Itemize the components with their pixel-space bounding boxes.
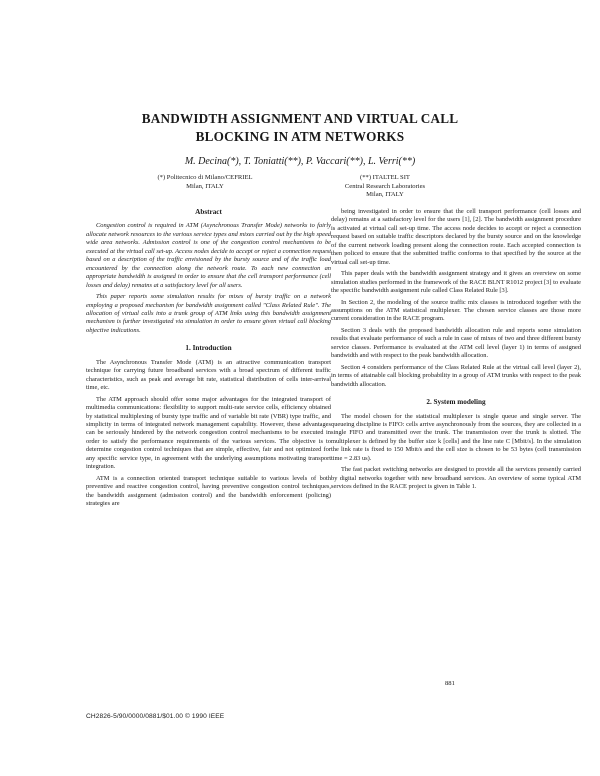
- title-line-2: BLOCKING IN ATM NETWORKS: [195, 129, 405, 144]
- system-paragraph-2: The fast packet switching networks are designed to provide all the services presently carried by digital networks together with new broadband services. An overview of some typical ATM services defined in the RACE project is given in Table 1.: [331, 466, 581, 491]
- affiliation-right: [300, 174, 470, 200]
- right-paragraph-3: In Section 2, the modeling of the source traffic mix classes is introduced together with the assumptions on the ATM statistical multiplexer. The chosen service classes are those more current consideration in the RACE program.: [331, 298, 581, 323]
- system-modeling-heading: 2. System modeling: [426, 398, 486, 407]
- page-number: 881: [445, 680, 455, 687]
- introduction-heading: 1. Introduction: [185, 344, 232, 353]
- paper-title: [60, 110, 540, 146]
- abstract-body: [86, 222, 331, 335]
- ieee-copyright-code: CH2826-5/90/0000/0881/$01.00 © 1990 IEEE: [86, 713, 225, 720]
- affiliation-right-city: Milan, ITALY: [366, 191, 404, 199]
- affiliation-left-city: Milan, ITALY: [186, 182, 224, 190]
- abstract-paragraph-2: This paper reports some simulation results for mixes of bursty traffic on a network employing a proposed mechanism for bandwidth assignment called "Class Related Rule". The allocation of virtual calls into a trunk group of ATM links using this bandwidth assignment mechanism is further investigated via simulation in order to ensure given virtual call blocking objective indications.: [86, 293, 331, 334]
- introduction-paragraph-2: The ATM approach should offer some major advantages for the integrated transport of multimedia communications: flexibility to support multi-rate service cells, efficiency obtained by statistical multiplexing of bursty type traffic and of variable bit rate (VBR) type traffic, and simplicity in terms of integrated network management capability. However, these advantages can be seriously hindered by the network congestion control mechanisms to be executed in order to satisfy the performance requirements of the various services. The objective is to determine congestion control techniques that are simple, effective, fair and not optimized for any specific service type, in agreement with the underlying assumptions motivating transport integration.: [86, 395, 331, 471]
- right-paragraph-1: being investigated in order to ensure that the cell transport performance (cell losses and delay) remains at a satisfactory level for the users [1], [2]. The bandwidth assignment procedure is activated at virtual call set-up time. The access node decides to accept or reject a connection request based on suitable traffic descriptors declared by the bursty source and on the knowledge of the current network loading present along the connection route. Each accepted connection is then policed to ensure that the submitted traffic conforms to that specified by the source at the virtual call set-up time.: [331, 208, 581, 266]
- right-paragraph-5: Section 4 considers performance of the Class Related Rule at the virtual call level (layer 2), in terms of attainable call blocking probability in a group of ATM trunks with respect to the peak bandwidth allocation.: [331, 363, 581, 388]
- introduction-paragraph-1: The Asynchronous Transfer Mode (ATM) is an attractive communication transport technique for carrying future broadband services with a broad spectrum of different traffic characteristics, such as peak and average bit rate, statistical distribution of cells inter-arrival time, etc.: [86, 358, 331, 392]
- right-paragraph-4: Section 3 deals with the proposed bandwidth allocation rule and reports some simulation results that evaluate performance of such a rule in case of mixes of two and three different bursty service classes. Performance is evaluated at the ATM cell level (layer 1) in terms of assigned bandwidth and with respect to the peak bandwidth allocation.: [331, 326, 581, 360]
- affiliation-left-institution: (*) Politecnico di Milano/CEFRIEL: [157, 174, 253, 181]
- abstract-paragraph-1: Congestion control is required in ATM (Asynchronous Transfer Mode) networks to fairly allocate network resources to the various service types and mixes carried out by the high speed wide area networks. Admission control is one of the congestion control mechanisms to be executed at the virtual call set-up. Access nodes decide to accept or reject a connection request based on a description of the traffic envisioned by the bursty source and of the traffic load encountered by the connection along the network route. To each new connection an appropriate bandwidth is assigned in order to ensure that the cell transport performance (cell losses and delay) remains at a satisfactory level for all users.: [86, 222, 331, 289]
- affiliation-right-lab: Central Research Laboratories: [344, 182, 426, 190]
- left-column: [86, 208, 331, 512]
- title-line-1: BANDWIDTH ASSIGNMENT AND VIRTUAL CALL: [141, 111, 459, 126]
- introduction-paragraph-3: ATM is a connection oriented transport technique suitable to various levels of both preventive and reactive congestion control, having preventive congestion control techniques, the bandwidth assignment (admission control) and the bandwidth enforcement (policing) strategies are: [86, 474, 331, 508]
- system-paragraph-1: The model chosen for the statistical multiplexer is single queue and single server. The queueing discipline is FIFO: cells arrive asynchronously from the sources, they are collected in a single FIFO and transmitted over the trunk. The transmission over the trunk is slotted. The multiplexer is defined by the buffer size k [cells] and the line rate C [Mbit/s]. In the simulation the link rate is fixed to 150 Mbit/s and the cell size is chosen to be 53 bytes (cell transmission time = 2.83 us).: [331, 412, 581, 462]
- right-column: [331, 208, 581, 495]
- right-paragraph-2: This paper deals with the bandwidth assignment strategy and it gives an overview on some simulation studies performed in the framework of the RACE BLNT R1012 project [3] to evaluate the specific bandwidth assignment rule called Class Related Rule [3].: [331, 270, 581, 295]
- abstract-heading: Abstract: [195, 208, 222, 216]
- author-list: M. Decina(*), T. Toniatti(**), P. Vaccari(**), L. Verri(**): [184, 156, 416, 167]
- affiliation-left: [120, 174, 290, 191]
- affiliation-right-company: (**) ITALTEL SIT: [360, 174, 410, 181]
